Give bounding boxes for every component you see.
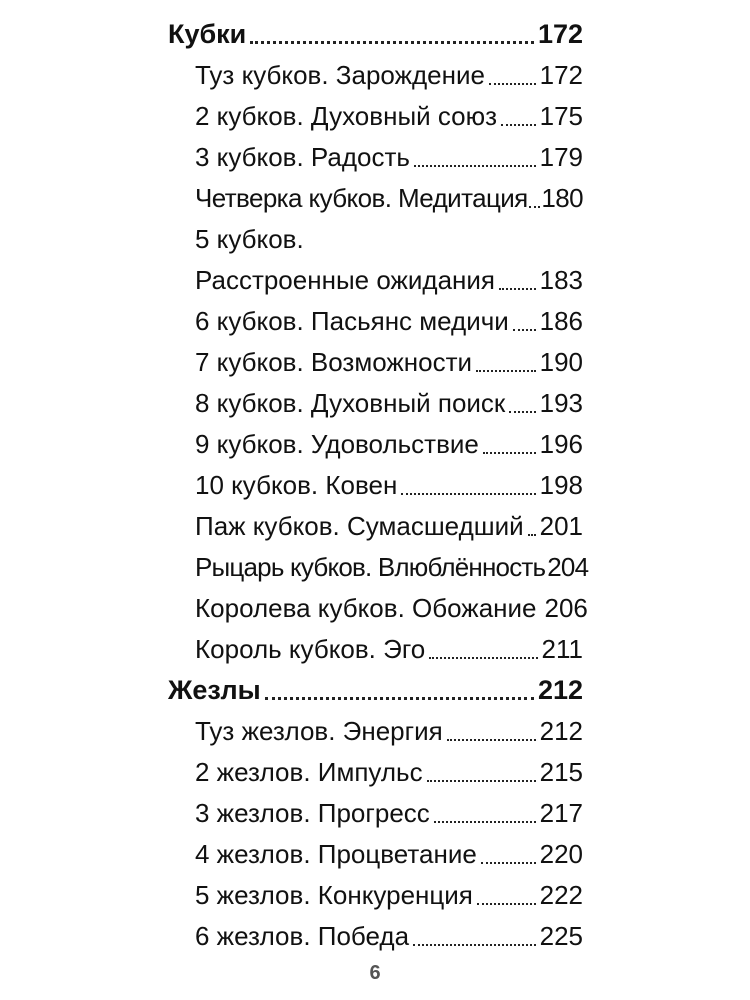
dot-leader — [265, 697, 534, 700]
entry-title: Паж кубков. Сумасшедший — [195, 511, 524, 541]
entry-title: 5 кубков. — [195, 224, 304, 254]
dot-leader — [483, 452, 536, 454]
dot-leader — [528, 534, 536, 536]
section-title: Жезлы — [168, 675, 261, 705]
toc-entry[interactable] — [195, 629, 583, 670]
toc-entry[interactable] — [195, 137, 583, 178]
dot-leader — [481, 862, 536, 864]
dot-leader — [401, 493, 535, 495]
page-number: 222 — [539, 880, 583, 910]
toc-entry[interactable] — [195, 588, 588, 629]
dot-leader — [509, 411, 535, 413]
dot-leader — [427, 780, 536, 782]
toc-entry[interactable] — [195, 383, 583, 424]
dot-leader — [513, 329, 536, 331]
dot-leader — [429, 657, 537, 659]
dot-leader — [414, 165, 536, 167]
entry-title: Туз жезлов. Энергия — [195, 716, 443, 746]
entry-title: 7 кубков. Возможности — [195, 347, 473, 377]
page-number: 175 — [539, 101, 583, 131]
toc-entry[interactable] — [195, 424, 583, 465]
dot-leader — [499, 288, 536, 290]
page-number: 225 — [539, 921, 583, 951]
entry-title: Король кубков. Эго — [195, 634, 426, 664]
page-number: 211 — [541, 634, 583, 664]
dot-leader — [434, 821, 536, 823]
entry-title: 5 жезлов. Конкуренция — [195, 880, 473, 910]
entry-title: 3 кубков. Радость — [195, 142, 410, 172]
toc-entry[interactable] — [195, 342, 583, 383]
dot-leader — [501, 124, 536, 126]
page-number: 220 — [539, 839, 583, 869]
entry-title: 10 кубков. Ковен — [195, 470, 398, 500]
dot-leader — [250, 41, 534, 44]
toc-entry[interactable] — [195, 506, 583, 547]
page-number: 204 — [547, 552, 589, 582]
toc-entry[interactable] — [195, 301, 583, 342]
toc-entry[interactable] — [195, 465, 583, 506]
toc-entry[interactable] — [195, 834, 583, 875]
page-folio-number: 6 — [369, 962, 381, 984]
page-number: 172 — [537, 19, 583, 49]
entry-title: 2 кубков. Духовный союз — [195, 101, 498, 131]
toc-section-wands[interactable] — [168, 670, 583, 711]
dot-leader — [489, 83, 536, 85]
toc-entry[interactable] — [195, 752, 583, 793]
dot-leader — [476, 370, 536, 372]
page-number: 179 — [539, 142, 583, 172]
toc-entry[interactable] — [195, 96, 583, 137]
page-number: 172 — [539, 60, 583, 90]
toc-entry[interactable] — [195, 178, 583, 219]
page-number: 183 — [539, 265, 583, 295]
dot-leader — [529, 206, 541, 208]
page-number: 196 — [539, 429, 583, 459]
section-title: Кубки — [168, 19, 247, 49]
dot-leader — [447, 739, 536, 741]
toc-entry[interactable] — [195, 875, 583, 916]
page-number: 201 — [539, 511, 583, 541]
page-number: 190 — [539, 347, 583, 377]
toc-entry-line2[interactable] — [195, 260, 583, 301]
entry-title-continued: Расстроенные ожидания — [195, 265, 495, 295]
dot-leader — [413, 944, 536, 946]
page-number: 215 — [539, 757, 583, 787]
toc-entry[interactable] — [195, 711, 583, 752]
toc-entry[interactable] — [195, 916, 583, 957]
toc-entry[interactable] — [195, 55, 583, 96]
page-number: 212 — [539, 716, 583, 746]
entry-title: 8 кубков. Духовный поиск — [195, 388, 506, 418]
page-number: 193 — [539, 388, 583, 418]
entry-title: 4 жезлов. Процветание — [195, 839, 477, 869]
dot-leader — [477, 903, 536, 905]
entry-title: Королева кубков. Обожание — [195, 593, 537, 623]
page-number: 186 — [539, 306, 583, 336]
page-number: 180 — [541, 183, 583, 213]
page-number: 217 — [539, 798, 583, 828]
entry-title: 6 кубков. Пасьянс медичи — [195, 306, 509, 336]
toc-entry[interactable] — [195, 547, 589, 588]
entry-title: 6 жезлов. Победа — [195, 921, 410, 951]
page-number: 206 — [544, 593, 588, 623]
entry-title: 3 жезлов. Прогресс — [195, 798, 430, 828]
entry-title: Рыцарь кубков. Влюблённость — [195, 552, 546, 582]
toc-entry[interactable] — [195, 793, 583, 834]
toc-section-cups[interactable] — [168, 14, 583, 55]
page-number: 198 — [539, 470, 583, 500]
entry-title: Туз кубков. Зарождение — [195, 60, 485, 90]
entry-title: Четверка кубков. Медитация — [195, 183, 528, 213]
toc-entry-line1[interactable] — [195, 219, 583, 260]
entry-title: 2 жезлов. Импульс — [195, 757, 423, 787]
page-number: 212 — [537, 675, 583, 705]
entry-title: 9 кубков. Удовольствие — [195, 429, 479, 459]
